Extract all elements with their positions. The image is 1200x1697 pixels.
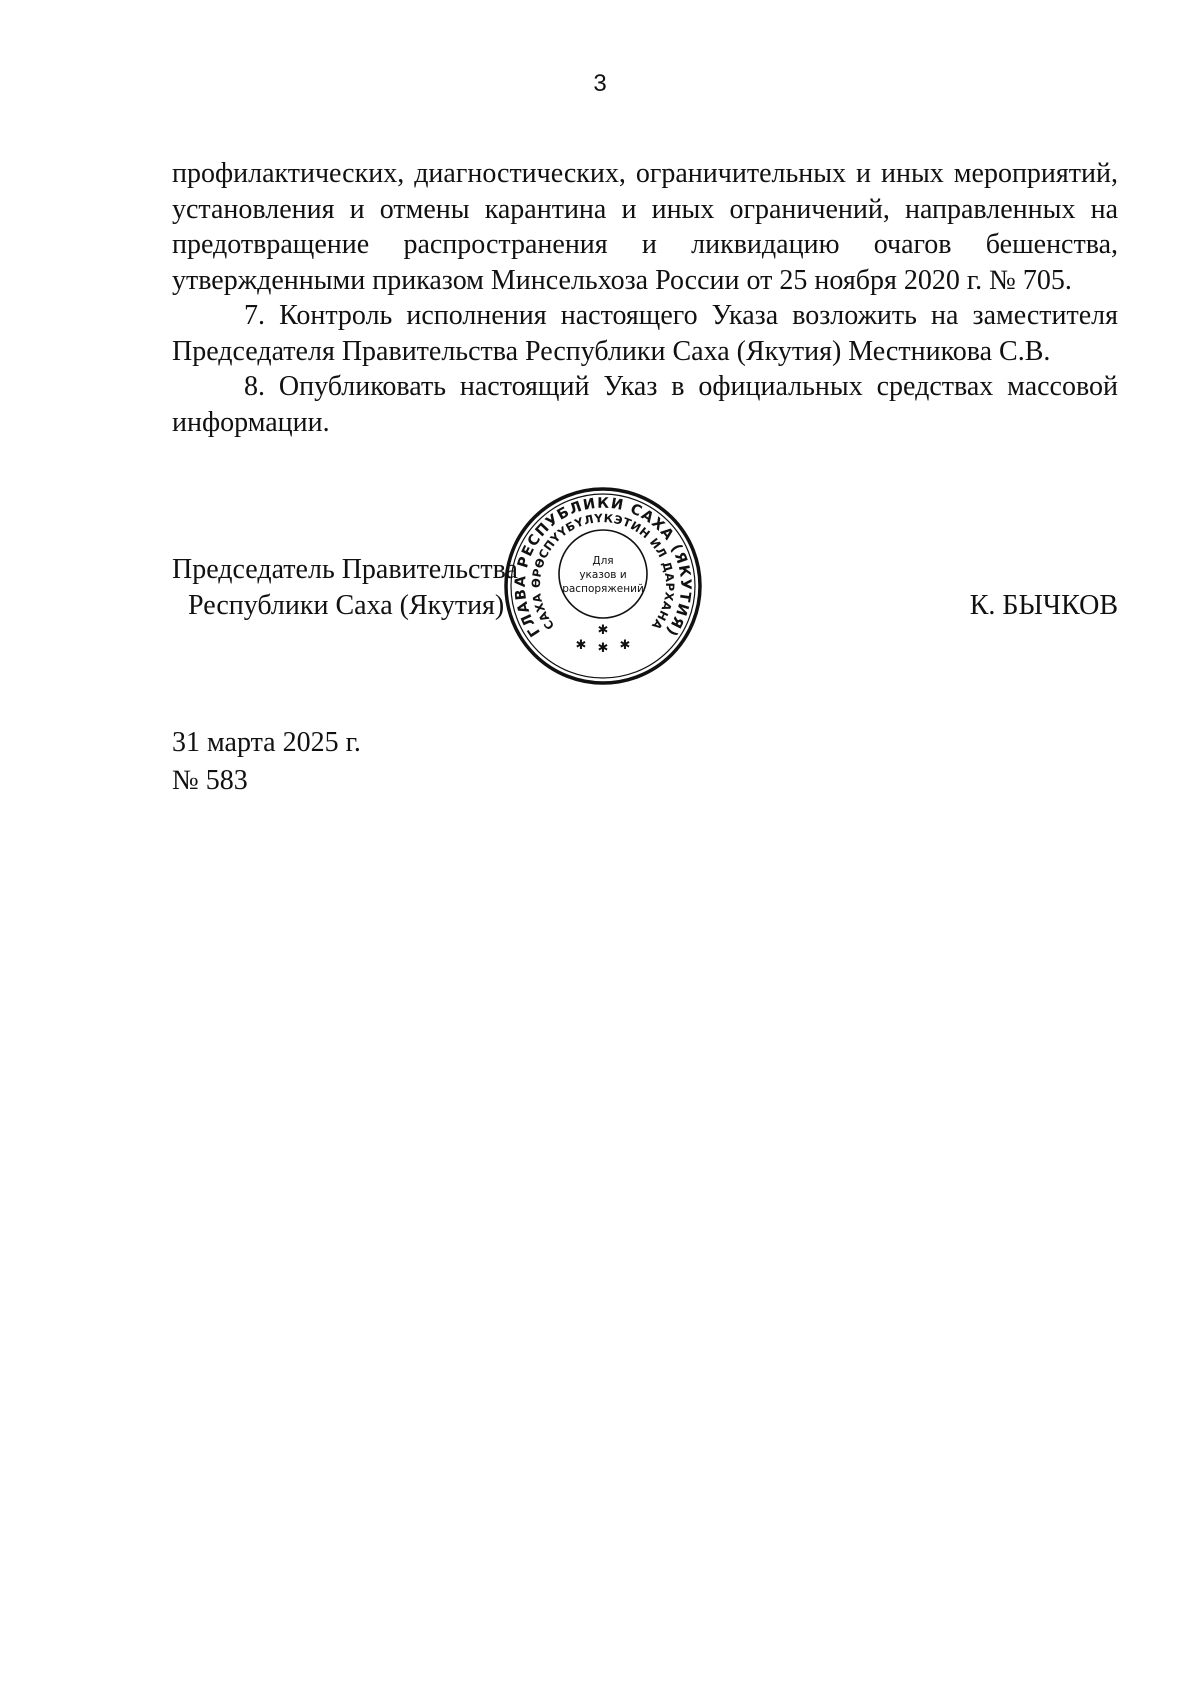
- signatory-title-line2: Республики Саха (Якутия): [188, 590, 505, 621]
- seal-outer-text: ГЛАВА РЕСПУБЛИКИ САХА (ЯКУТИЯ): [512, 495, 694, 640]
- seal-center-line1: Для: [592, 555, 614, 567]
- seal-center-line3: распоряжений: [562, 583, 644, 595]
- document-date: 31 марта 2025 г.: [172, 727, 361, 758]
- seal-star-icon: ✱: [575, 638, 587, 653]
- seal-star-icon: ✱: [619, 638, 631, 653]
- seal-star-icon: ✱: [597, 623, 609, 638]
- page-number: 3: [593, 70, 607, 97]
- paragraph-item-7: 7. Контроль исполнения настоящего Указа возложить на заместителя Председателя Правительства Республики Саха (Якутия) Местникова С.В.: [172, 300, 1118, 367]
- paragraph-item-8: 8. Опубликовать настоящий Указ в официальных средствах массовой информации.: [172, 371, 1118, 438]
- seal-inner-ring-text: САХА ӨРӨСПҮҮБҮЛҮКЭТИН ИЛ ДАРХАНА: [528, 511, 678, 633]
- seal-star-icon: ✱: [597, 641, 609, 656]
- document-body: [172, 156, 1118, 440]
- official-seal: [503, 486, 703, 686]
- seal-stars: [576, 623, 631, 656]
- signatory-name: К. БЫЧКОВ: [969, 590, 1118, 621]
- signatory-title-line1: Председатель Правительства: [172, 554, 518, 585]
- paragraph-continuation: профилактических, диагностических, ограничительных и иных мероприятий, установления и отмены карантина и иных ограничений, направленных на предотвращение распространения и ликвидацию очагов бешенства, утвержденными приказом Минсельхоза России от 25 ноября 2020 г. № 705.: [172, 158, 1118, 296]
- document-number: № 583: [172, 765, 248, 796]
- seal-center-line2: указов и: [579, 569, 627, 581]
